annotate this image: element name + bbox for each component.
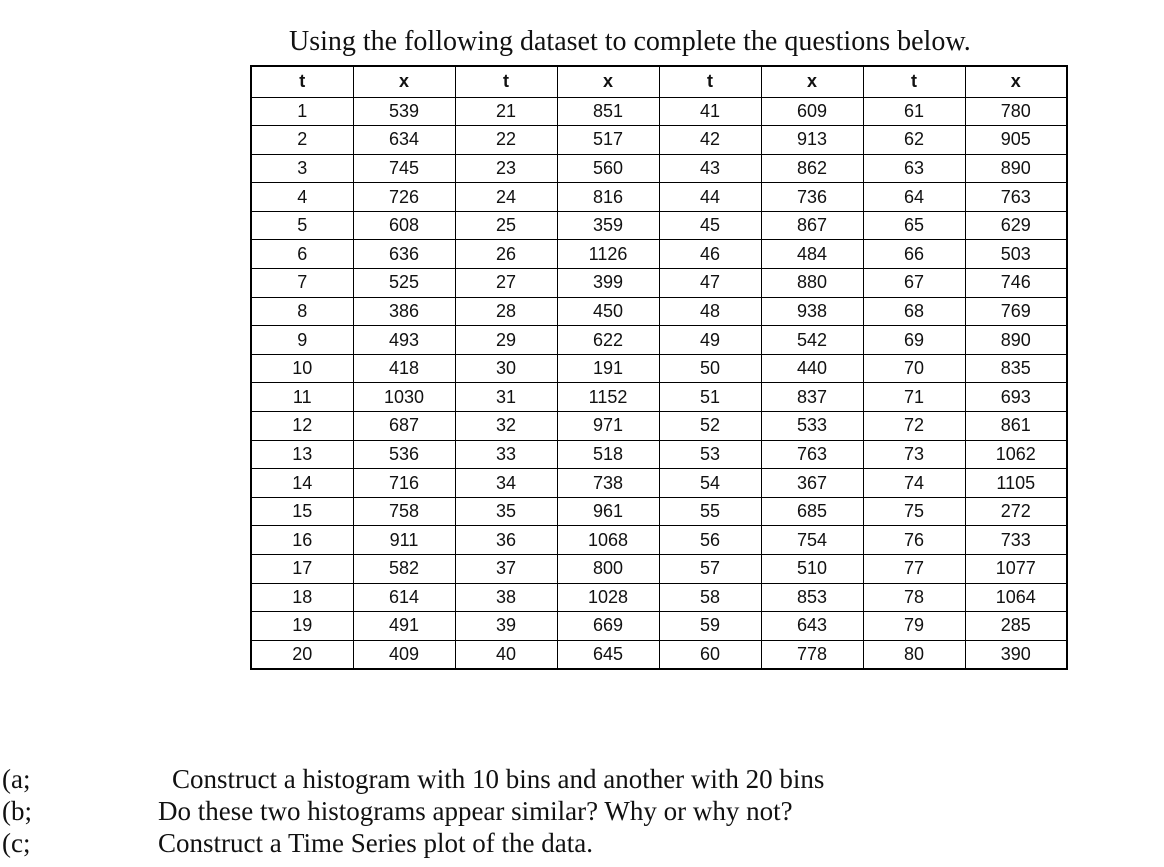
cell-t: 78: [863, 583, 965, 612]
cell-x: 525: [353, 269, 455, 298]
cell-t: 36: [455, 526, 557, 555]
cell-x: 503: [965, 240, 1067, 269]
cell-x: 629: [965, 211, 1067, 240]
cell-t: 4: [251, 183, 353, 212]
cell-x: 582: [353, 555, 455, 584]
cell-t: 57: [659, 555, 761, 584]
column-header-t: t: [251, 66, 353, 97]
cell-x: 754: [761, 526, 863, 555]
table-row: [251, 583, 1067, 612]
table-row: [251, 183, 1067, 212]
cell-x: 1105: [965, 469, 1067, 498]
table-row: [251, 469, 1067, 498]
cell-t: 40: [455, 640, 557, 669]
cell-x: 687: [353, 412, 455, 441]
cell-x: 862: [761, 154, 863, 183]
cell-x: 608: [353, 211, 455, 240]
cell-x: 758: [353, 497, 455, 526]
table-row: [251, 126, 1067, 155]
cell-t: 3: [251, 154, 353, 183]
cell-t: 69: [863, 326, 965, 355]
cell-t: 1: [251, 97, 353, 126]
cell-x: 533: [761, 412, 863, 441]
cell-t: 49: [659, 326, 761, 355]
cell-t: 74: [863, 469, 965, 498]
question-label: (c;: [2, 828, 31, 858]
cell-x: 484: [761, 240, 863, 269]
column-header-t: t: [455, 66, 557, 97]
question-label: (b;: [2, 796, 32, 826]
cell-t: 75: [863, 497, 965, 526]
cell-t: 2: [251, 126, 353, 155]
cell-x: 418: [353, 354, 455, 383]
cell-t: 66: [863, 240, 965, 269]
cell-x: 1152: [557, 383, 659, 412]
dataset-table: [250, 65, 1068, 670]
table-row: [251, 211, 1067, 240]
question-text: Do these two histograms appear similar? Why or why not?: [158, 796, 793, 826]
cell-x: 1030: [353, 383, 455, 412]
column-header-x: x: [557, 66, 659, 97]
cell-t: 23: [455, 154, 557, 183]
cell-t: 6: [251, 240, 353, 269]
cell-t: 30: [455, 354, 557, 383]
cell-x: 851: [557, 97, 659, 126]
cell-x: 536: [353, 440, 455, 469]
cell-t: 70: [863, 354, 965, 383]
cell-x: 643: [761, 612, 863, 641]
cell-x: 716: [353, 469, 455, 498]
cell-x: 386: [353, 297, 455, 326]
table-row: [251, 240, 1067, 269]
table-row: [251, 526, 1067, 555]
cell-t: 73: [863, 440, 965, 469]
cell-t: 77: [863, 555, 965, 584]
cell-x: 1062: [965, 440, 1067, 469]
question-text: Construct a histogram with 10 bins and another with 20 bins: [172, 764, 825, 794]
cell-x: 880: [761, 269, 863, 298]
cell-x: 780: [965, 97, 1067, 126]
cell-x: 911: [353, 526, 455, 555]
cell-t: 56: [659, 526, 761, 555]
cell-t: 14: [251, 469, 353, 498]
cell-t: 64: [863, 183, 965, 212]
cell-t: 7: [251, 269, 353, 298]
question-text: Construct a Time Series plot of the data.: [158, 828, 593, 858]
cell-x: 816: [557, 183, 659, 212]
cell-t: 18: [251, 583, 353, 612]
cell-t: 17: [251, 555, 353, 584]
cell-x: 861: [965, 412, 1067, 441]
cell-x: 736: [761, 183, 863, 212]
cell-x: 853: [761, 583, 863, 612]
cell-x: 359: [557, 211, 659, 240]
cell-t: 59: [659, 612, 761, 641]
cell-t: 61: [863, 97, 965, 126]
table-row: [251, 269, 1067, 298]
cell-t: 29: [455, 326, 557, 355]
cell-x: 399: [557, 269, 659, 298]
cell-x: 390: [965, 640, 1067, 669]
cell-x: 669: [557, 612, 659, 641]
cell-x: 835: [965, 354, 1067, 383]
cell-x: 1126: [557, 240, 659, 269]
column-header-t: t: [659, 66, 761, 97]
column-header-t: t: [863, 66, 965, 97]
table-row: [251, 297, 1067, 326]
cell-x: 493: [353, 326, 455, 355]
cell-t: 51: [659, 383, 761, 412]
cell-x: 367: [761, 469, 863, 498]
cell-t: 13: [251, 440, 353, 469]
cell-t: 21: [455, 97, 557, 126]
cell-x: 191: [557, 354, 659, 383]
cell-t: 58: [659, 583, 761, 612]
cell-x: 622: [557, 326, 659, 355]
cell-x: 726: [353, 183, 455, 212]
cell-x: 636: [353, 240, 455, 269]
cell-t: 53: [659, 440, 761, 469]
cell-x: 517: [557, 126, 659, 155]
cell-x: 867: [761, 211, 863, 240]
cell-x: 539: [353, 97, 455, 126]
table-row: [251, 555, 1067, 584]
cell-t: 45: [659, 211, 761, 240]
cell-t: 60: [659, 640, 761, 669]
column-header-x: x: [353, 66, 455, 97]
cell-x: 440: [761, 354, 863, 383]
column-header-x: x: [761, 66, 863, 97]
cell-t: 55: [659, 497, 761, 526]
cell-x: 763: [761, 440, 863, 469]
cell-x: 890: [965, 154, 1067, 183]
cell-x: 1068: [557, 526, 659, 555]
cell-x: 491: [353, 612, 455, 641]
question-label: (a;: [2, 764, 31, 794]
cell-x: 738: [557, 469, 659, 498]
cell-t: 72: [863, 412, 965, 441]
cell-t: 38: [455, 583, 557, 612]
cell-t: 37: [455, 555, 557, 584]
table-row: [251, 440, 1067, 469]
cell-t: 79: [863, 612, 965, 641]
cell-t: 41: [659, 97, 761, 126]
table-row: [251, 412, 1067, 441]
column-header-x: x: [965, 66, 1067, 97]
cell-x: 685: [761, 497, 863, 526]
cell-x: 542: [761, 326, 863, 355]
cell-x: 518: [557, 440, 659, 469]
cell-x: 837: [761, 383, 863, 412]
cell-x: 746: [965, 269, 1067, 298]
cell-x: 450: [557, 297, 659, 326]
cell-t: 32: [455, 412, 557, 441]
cell-t: 62: [863, 126, 965, 155]
cell-t: 42: [659, 126, 761, 155]
cell-t: 27: [455, 269, 557, 298]
cell-t: 52: [659, 412, 761, 441]
cell-t: 67: [863, 269, 965, 298]
cell-t: 16: [251, 526, 353, 555]
cell-t: 35: [455, 497, 557, 526]
table-row: [251, 497, 1067, 526]
table-header-row: [251, 66, 1067, 97]
cell-t: 47: [659, 269, 761, 298]
cell-x: 1064: [965, 583, 1067, 612]
cell-t: 48: [659, 297, 761, 326]
cell-t: 63: [863, 154, 965, 183]
cell-x: 905: [965, 126, 1067, 155]
cell-x: 1077: [965, 555, 1067, 584]
cell-x: 733: [965, 526, 1067, 555]
cell-t: 28: [455, 297, 557, 326]
cell-t: 65: [863, 211, 965, 240]
cell-x: 285: [965, 612, 1067, 641]
cell-t: 11: [251, 383, 353, 412]
cell-t: 5: [251, 211, 353, 240]
cell-t: 26: [455, 240, 557, 269]
cell-t: 31: [455, 383, 557, 412]
cell-x: 971: [557, 412, 659, 441]
cell-t: 24: [455, 183, 557, 212]
cell-t: 39: [455, 612, 557, 641]
cell-t: 19: [251, 612, 353, 641]
cell-t: 8: [251, 297, 353, 326]
cell-x: 913: [761, 126, 863, 155]
cell-x: 409: [353, 640, 455, 669]
table-row: [251, 154, 1067, 183]
cell-t: 44: [659, 183, 761, 212]
cell-x: 778: [761, 640, 863, 669]
cell-t: 33: [455, 440, 557, 469]
table-row: [251, 383, 1067, 412]
table-row: [251, 97, 1067, 126]
table-row: [251, 354, 1067, 383]
cell-t: 12: [251, 412, 353, 441]
cell-x: 769: [965, 297, 1067, 326]
cell-t: 34: [455, 469, 557, 498]
cell-x: 938: [761, 297, 863, 326]
cell-x: 634: [353, 126, 455, 155]
cell-t: 68: [863, 297, 965, 326]
cell-x: 609: [761, 97, 863, 126]
cell-t: 20: [251, 640, 353, 669]
cell-t: 54: [659, 469, 761, 498]
cell-t: 76: [863, 526, 965, 555]
cell-t: 80: [863, 640, 965, 669]
cell-x: 961: [557, 497, 659, 526]
cell-x: 763: [965, 183, 1067, 212]
cell-x: 890: [965, 326, 1067, 355]
cell-t: 71: [863, 383, 965, 412]
cell-t: 15: [251, 497, 353, 526]
cell-t: 43: [659, 154, 761, 183]
cell-x: 745: [353, 154, 455, 183]
table-row: [251, 326, 1067, 355]
page-heading: Using the following dataset to complete the questions below.: [289, 26, 971, 57]
table-row: [251, 612, 1067, 641]
cell-x: 614: [353, 583, 455, 612]
cell-x: 510: [761, 555, 863, 584]
cell-x: 645: [557, 640, 659, 669]
cell-x: 560: [557, 154, 659, 183]
cell-t: 46: [659, 240, 761, 269]
cell-x: 1028: [557, 583, 659, 612]
cell-t: 50: [659, 354, 761, 383]
cell-x: 800: [557, 555, 659, 584]
cell-t: 9: [251, 326, 353, 355]
cell-t: 25: [455, 211, 557, 240]
table-row: [251, 640, 1067, 669]
cell-x: 693: [965, 383, 1067, 412]
cell-x: 272: [965, 497, 1067, 526]
cell-t: 10: [251, 354, 353, 383]
cell-t: 22: [455, 126, 557, 155]
